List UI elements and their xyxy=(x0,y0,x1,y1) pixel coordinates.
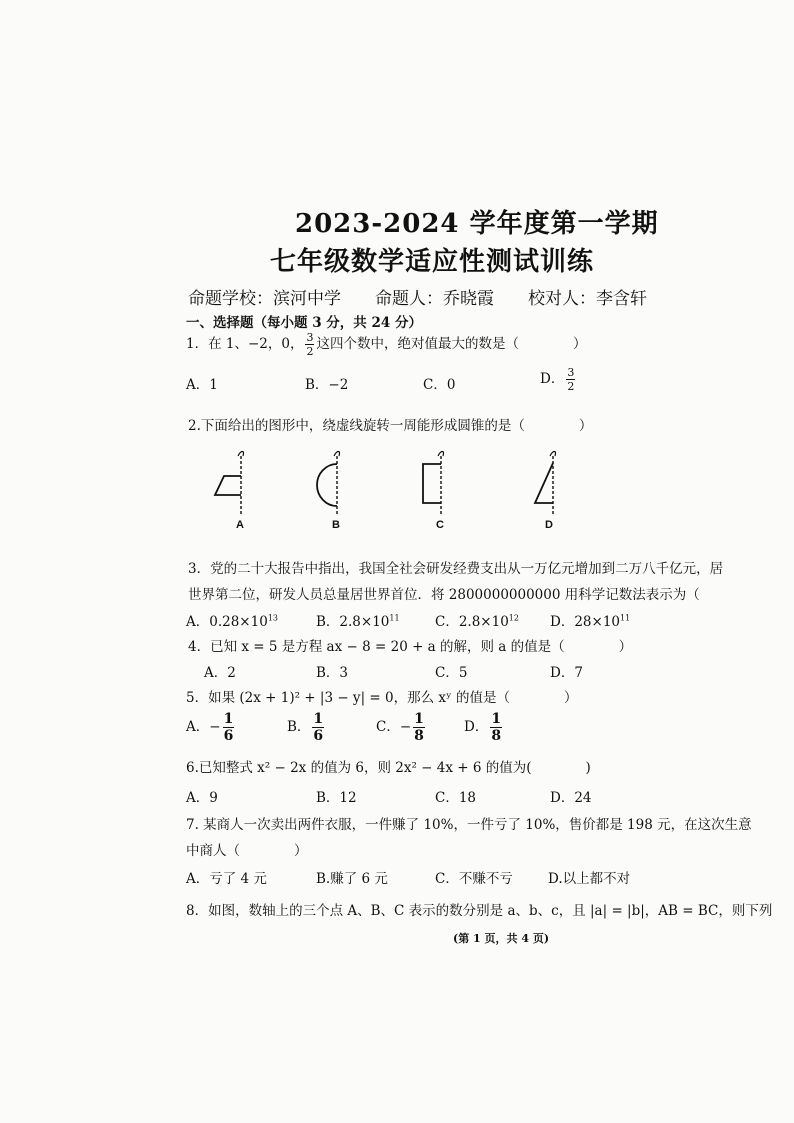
q3-option-c xyxy=(435,610,519,630)
q1-stem-pre: 1．在 1、−2，0， xyxy=(186,336,304,352)
q5-option-a-num: 1 xyxy=(223,711,234,727)
q3-option-d-exp: 11 xyxy=(620,613,631,623)
q5-option-a xyxy=(186,712,236,743)
q3-option-b xyxy=(316,610,400,630)
q5-option-b-num: 1 xyxy=(313,711,324,727)
q1-option-c: C．0 xyxy=(423,377,456,393)
q3-option-d-base: D．28×10 xyxy=(550,614,620,630)
exam-title-year: 2023-2024 学年度第一学期 xyxy=(295,209,659,239)
q5-option-c-num: 1 xyxy=(414,711,424,727)
question-3-line-1: 3．党的二十大报告中指出，我国全社会研发经费支出从一万亿元增加到二万八千亿元，居 xyxy=(188,561,724,577)
q3-option-a-base: A．0.28×10 xyxy=(186,614,268,630)
q5-option-b-label: B． xyxy=(287,719,311,735)
figure-c-rectangle xyxy=(423,452,444,515)
q4-option-b: B．3 xyxy=(316,665,349,681)
q1-frac-den: 2 xyxy=(306,345,314,358)
q5-option-d-num: 1 xyxy=(491,711,502,727)
q5-option-d xyxy=(464,712,504,743)
exam-meta-authors: 命题学校：滨河中学 命题人：乔晓霞 校对人：李含轩 xyxy=(188,289,647,309)
q4-option-a: A．2 xyxy=(204,665,236,681)
q5-option-c xyxy=(376,712,427,743)
q3-option-c-base: C．2.8×10 xyxy=(435,614,509,630)
q1-option-d-label: D． xyxy=(540,371,565,387)
question-5-stem: 5．如果 (2x + 1)² + |3 − y| = 0，那么 xʸ 的值是（ ） xyxy=(186,690,578,706)
figure-label-a: A xyxy=(236,519,244,531)
q4-option-c: C．5 xyxy=(435,665,468,681)
q5-option-d-fraction xyxy=(490,712,502,743)
figure-label-b: B xyxy=(332,519,340,531)
q5-option-c-fraction xyxy=(413,712,425,743)
question-8-line-1: 8．如图，数轴上的三个点 A、B、C 表示的数分别是 a、b、c，且 |a| = |b|，AB = BC，则下列 xyxy=(186,903,773,919)
question-2-stem: 2.下面给出的图形中，绕虚线旋转一周能形成圆锥的是（ ） xyxy=(188,418,593,434)
q1-fraction xyxy=(305,332,314,357)
q1-frac-num: 3 xyxy=(306,331,314,344)
question-3-line-2: 世界第二位，研发人员总量居世界首位．将 2800000000000 用科学记数法表示为（ xyxy=(188,587,700,603)
q7-option-a: A．亏了 4 元 xyxy=(186,871,267,887)
q3-option-b-exp: 11 xyxy=(389,613,400,623)
q1-option-d-num: 3 xyxy=(567,366,575,379)
q6-option-b: B．12 xyxy=(316,790,357,806)
q5-option-c-label: C．− xyxy=(376,719,412,735)
q5-option-a-label: A．− xyxy=(186,719,221,735)
q2-figures xyxy=(205,448,585,536)
q1-stem-post: 这四个数中，绝对值最大的数是（ ） xyxy=(316,336,587,352)
q3-option-b-base: B．2.8×10 xyxy=(316,614,390,630)
question-7-line-2: 中商人（ ） xyxy=(186,843,308,859)
q1-option-a: A．1 xyxy=(186,377,218,393)
q5-option-b-den: 6 xyxy=(313,728,324,744)
question-1-stem xyxy=(186,332,586,357)
q5-option-b-fraction xyxy=(312,712,324,743)
q5-option-a-den: 6 xyxy=(223,728,234,744)
q3-option-d xyxy=(550,610,630,630)
q5-option-c-den: 8 xyxy=(414,728,424,744)
q5-option-d-den: 8 xyxy=(491,728,502,744)
q5-option-d-label: D． xyxy=(464,719,489,735)
q1-option-d xyxy=(540,367,577,392)
q5-option-a-fraction xyxy=(223,712,235,743)
question-4-stem: 4．已知 x = 5 是方程 ax − 8 = 20 + a 的解，则 a 的值是（ ） xyxy=(188,639,633,655)
q3-option-a xyxy=(186,610,278,630)
section-heading: 一、选择题（每小题 3 分，共 24 分） xyxy=(186,315,422,331)
figure-label-c: C xyxy=(436,519,444,531)
figure-a-trapezoid xyxy=(215,452,244,515)
figure-label-d: D xyxy=(545,519,553,531)
question-6-stem: 6.已知整式 x² − 2x 的值为 6，则 2x² − 4x + 6 的值为( ) xyxy=(186,760,591,776)
q6-option-c: C．18 xyxy=(435,790,477,806)
exam-title-subject: 七年级数学适应性测试训练 xyxy=(270,247,595,277)
page-number-footer: (第 1 页，共 4 页) xyxy=(453,932,550,945)
q1-option-d-fraction xyxy=(566,367,575,392)
q4-option-d: D．7 xyxy=(550,665,583,681)
q6-option-a: A．9 xyxy=(186,790,218,806)
question-7-line-1: 7. 某商人一次卖出两件衣服，一件赚了 10%，一件亏了 10%，售价都是 198 元，在这次生意 xyxy=(186,817,752,833)
q7-option-d: D.以上都不对 xyxy=(548,871,631,887)
q1-option-b: B．−2 xyxy=(305,377,349,393)
q7-option-c: C．不赚不亏 xyxy=(435,871,513,887)
q7-option-b: B.赚了 6 元 xyxy=(316,871,388,887)
q5-option-b xyxy=(287,712,326,743)
q1-option-d-den: 2 xyxy=(567,380,575,393)
figure-d-triangle xyxy=(535,452,556,515)
figure-b-semicircle xyxy=(317,452,340,515)
q6-option-d: D．24 xyxy=(550,790,592,806)
q3-option-a-exp: 13 xyxy=(267,613,278,623)
q3-option-c-exp: 12 xyxy=(508,613,519,623)
